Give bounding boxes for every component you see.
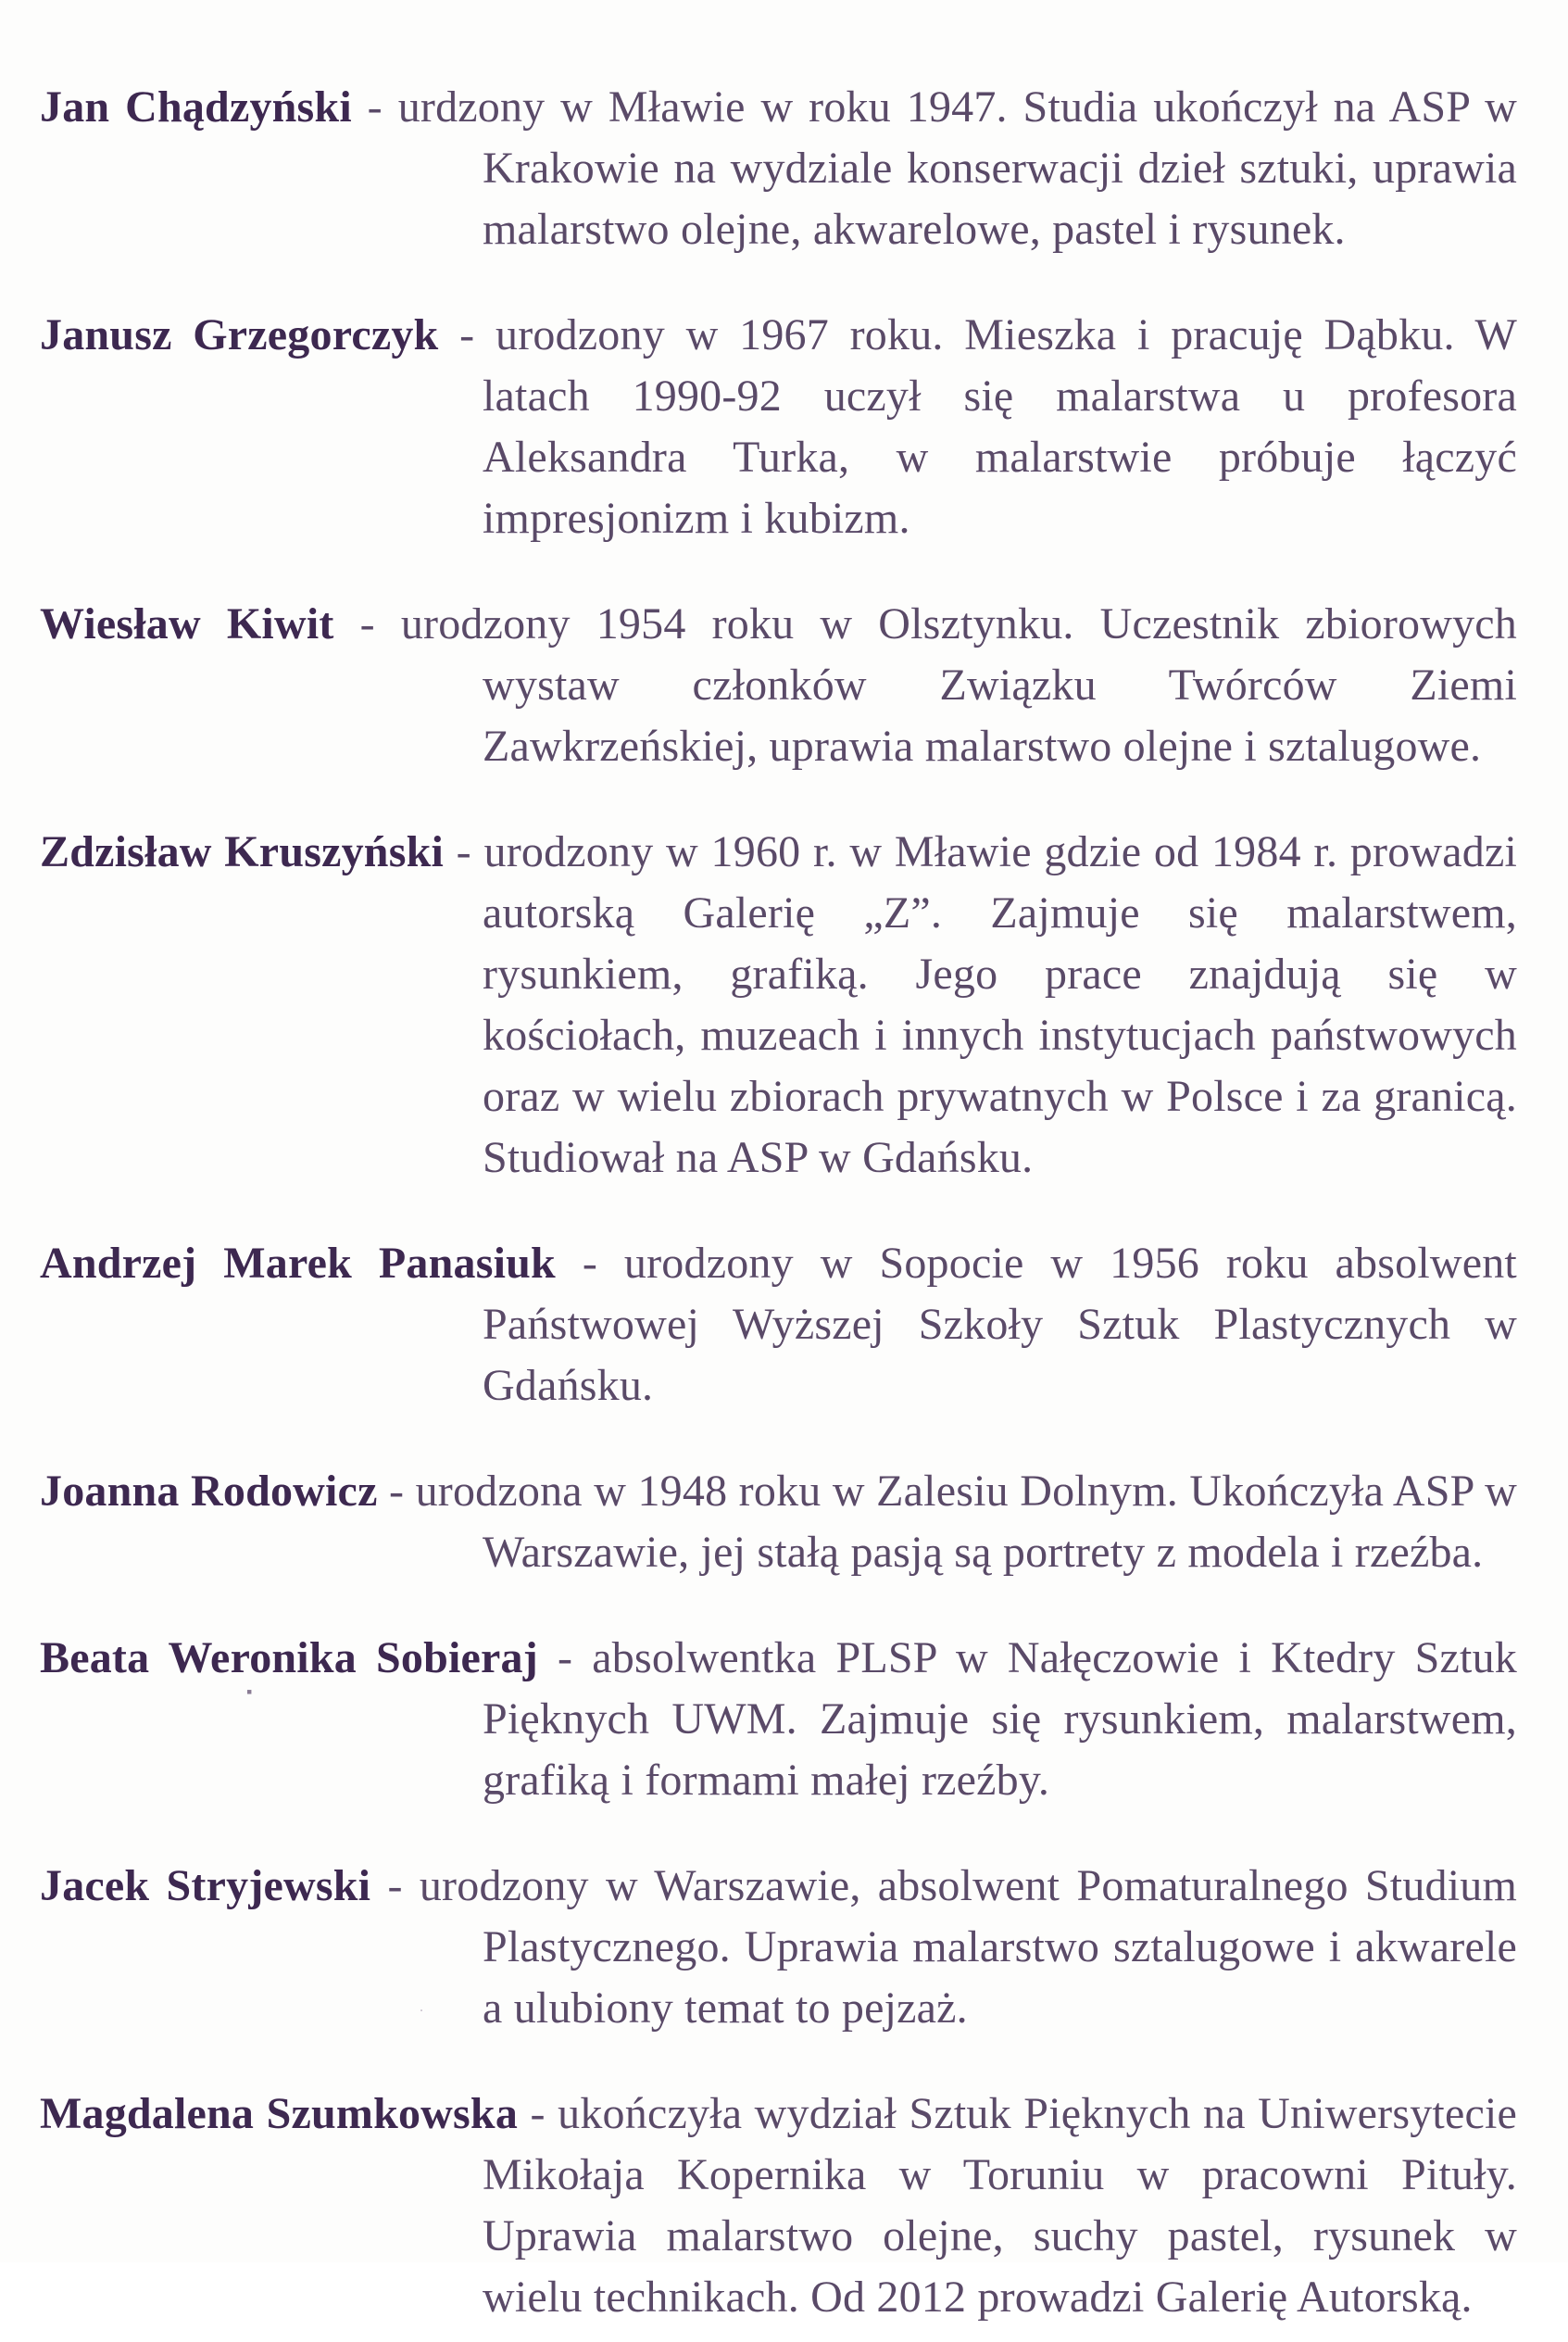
artist-entry — [40, 77, 1517, 260]
artist-entry — [40, 1233, 1517, 1417]
artist-entry — [40, 1856, 1517, 2039]
artist-bio: urodzony 1954 roku w Olsztynku. Uczestnik zbiorowych wystaw członków Związku Twórców Ziemi Zawkrzeńskiej, uprawia malarstwo olejne i sztalugowe. — [400, 599, 1517, 771]
separator: - — [370, 1861, 420, 1910]
artist-name: Magdalena Szumkowska — [40, 2089, 519, 2138]
artist-entry — [40, 822, 1517, 1189]
artist-bio: urodzony w Sopocie w 1956 roku absolwent Państwowej Wyższej Szkoły Sztuk Plastycznych w Gdańsku. — [483, 1239, 1517, 1410]
artist-entry — [40, 2084, 1517, 2328]
separator: - — [518, 2089, 558, 2138]
artist-name: Wiesław Kiwit — [40, 599, 334, 648]
artist-name: Jacek Stryjewski — [40, 1861, 371, 1910]
separator: - — [444, 827, 484, 876]
artist-name: Beata Weronika Sobieraj — [40, 1633, 538, 1682]
separator: - — [377, 1467, 416, 1516]
artist-name: Joanna Rodowicz — [40, 1467, 378, 1516]
artist-entry — [40, 1628, 1517, 1811]
artist-entry — [40, 305, 1517, 549]
separator: - — [555, 1239, 624, 1288]
artist-entry — [40, 594, 1517, 777]
scan-speck: ▪ — [246, 1682, 253, 1701]
artist-bio: ukończyła wydział Sztuk Pięknych na Uniwersytecie Mikołaja Kopernika w Toruniu w pracowni Pituły. Uprawia malarstwo olejne, suchy pastel, rysunek w wielu technikach. Od 2012 prowadzi Galerię Autorską. — [483, 2089, 1517, 2322]
artist-name: Janusz Grzegorczyk — [40, 310, 439, 359]
separator: - — [537, 1633, 593, 1682]
artist-name: Zdzisław Kruszyński — [40, 827, 445, 876]
scan-speck: ˙ — [419, 2006, 424, 2024]
separator: - — [438, 310, 496, 359]
artist-entry — [40, 1461, 1517, 1583]
artist-bio: urodzona w 1948 roku w Zalesiu Dolnym. Ukończyła ASP w Warszawie, jej stałą pasją są portrety z modela i rzeźba. — [415, 1467, 1518, 1577]
artist-bio: urodzony w 1967 roku. Mieszka i pracuję Dąbku. W latach 1990-92 uczył się malarstwa u profesora Aleksandra Turka, w malarstwie próbuje łączyć impresjonizm i kubizm. — [483, 310, 1518, 543]
artist-bio: urodzony w Warszawie, absolwent Pomaturalnego Studium Plastycznego. Uprawia malarstwo sztalugowe i akwarele a ulubiony temat to pejzaż. — [419, 1861, 1517, 2033]
separator: - — [333, 599, 401, 648]
artist-name: Andrzej Marek Panasiuk — [40, 1239, 556, 1288]
artist-name: Jan Chądzyński — [40, 82, 352, 132]
artist-list — [40, 32, 1517, 2342]
artist-bio: urdzony w Mławie w roku 1947. Studia ukończył na ASP w Krakowie na wydziale konserwacji dzieł sztuki, uprawia malarstwo olejne, akwarelowe, pastel i rysunek. — [397, 82, 1517, 254]
artist-bio: absolwentka PLSP w Nałęczowie i Ktedry Sztuk Pięknych UWM. Zajmuje się rysunkiem, malarstwem, grafiką i formami małej rzeźby. — [483, 1633, 1517, 1805]
artist-bio: urodzony w 1960 r. w Mławie gdzie od 1984 r. prowadzi autorską Galerię „Z”. Zajmuje się malarstwem, rysunkiem, grafiką. Jego prace znajdują się w kościołach, muzeach i innych instytucjach państwowych oraz w wielu zbiorach prywatnych w Polsce i za granicą. Studiował na ASP w Gdańsku. — [483, 827, 1518, 1182]
separator: - — [351, 82, 398, 132]
